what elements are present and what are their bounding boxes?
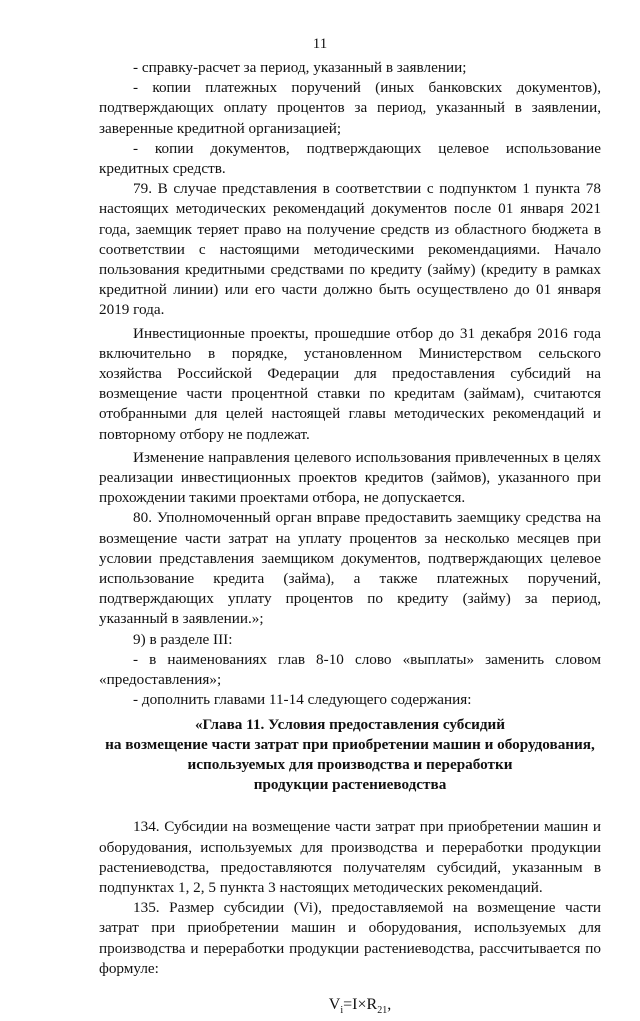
formula-lhs-sub: i (340, 1005, 344, 1017)
paragraph: - дополнить главами 11-14 следующего содержания: (133, 691, 472, 709)
formula-tail: , (387, 995, 392, 1013)
paragraph: - справку-расчет за период, указанный в заявлении; (133, 59, 467, 76)
paragraph: 9) в разделе III: (133, 630, 233, 648)
chapter-heading-line: на возмещение части затрат при приобретении машин и оборудования, (105, 735, 595, 753)
chapter-heading-line: используемых для производства и переработки (187, 755, 513, 773)
spacer (99, 795, 601, 817)
paragraph: 135. Размер субсидии (Vi), предоставляемой на возмещение части затрат при приобретении машин и оборудования, используемых для производства и переработки продукции растениеводства, рассчитывается по формуле: (99, 899, 601, 977)
formula-lhs: V (328, 995, 341, 1013)
chapter-heading-line: продукции растениеводства (253, 776, 447, 794)
paragraph: - в наименованиях глав 8-10 слово «выплаты» заменить словом «предоставления»; (99, 650, 601, 689)
paragraph: - копии документов, подтверждающих целевое использование кредитных средств. (99, 139, 601, 178)
paragraph: 79. В случае представления в соответствии с подпунктом 1 пункта 78 настоящих методических рекомендаций документов после 01 января 2021 года, заемщик теряет право на получение средств из областного бюджета в соответствии с настоящими методическими рекомендациями. Начало пользования кредитными средствами по кредиту (займу) (кредиту в рамках кредитной линии) или его части должно быть осуществлено до 01 января 2019 года. (99, 180, 601, 319)
formula-rhs-sub: 21 (377, 1005, 388, 1017)
formula-rhs: =I×R (343, 995, 378, 1013)
paragraph: - копии платежных поручений (иных банковских документов), подтверждающих оплату процентов за период, указанный в заявлении, заверенные кредитной организацией; (99, 79, 601, 137)
document-body (99, 58, 601, 1021)
page-number: 11 (312, 36, 328, 52)
paragraph: 80. Уполномоченный орган вправе предоставить заемщику средства на возмещение части затрат на уплату процентов за несколько месяцев при условии представления заемщиком документов, подтверждающих целевое использование кредита (займа), а также платежных поручений, подтверждающих уплату процентов по кредиту (займу) за период, указанный в заявлении.»; (99, 509, 601, 628)
formula (99, 995, 601, 1021)
paragraph: 134. Субсидии на возмещение части затрат при приобретении машин и оборудования, используемых для производства и переработки продукции растениеводства, предоставляются получателям субсидий, указанным в подпунктах 1, 2, 5 пункта 3 настоящих методических рекомендаций. (99, 818, 601, 896)
chapter-heading (99, 715, 601, 796)
paragraph: Инвестиционные проекты, прошедшие отбор до 31 декабря 2016 года включительно в порядке, установленном Министерством сельского хозяйства Российской Федерации для предоставления субсидий на возмещение части процентной ставки по кредитам (займам), считаются отобранными для целей настоящей главы методических рекомендаций и повторному отбору не подлежат. (99, 324, 601, 443)
paragraph: Изменение направления целевого использования привлеченных в целях реализации инвестиционных проектов кредитов (займов), указанного при прохождении такими проектами отбора, не допускается. (99, 448, 601, 507)
chapter-heading-line: «Глава 11. Условия предоставления субсидий (194, 715, 506, 733)
